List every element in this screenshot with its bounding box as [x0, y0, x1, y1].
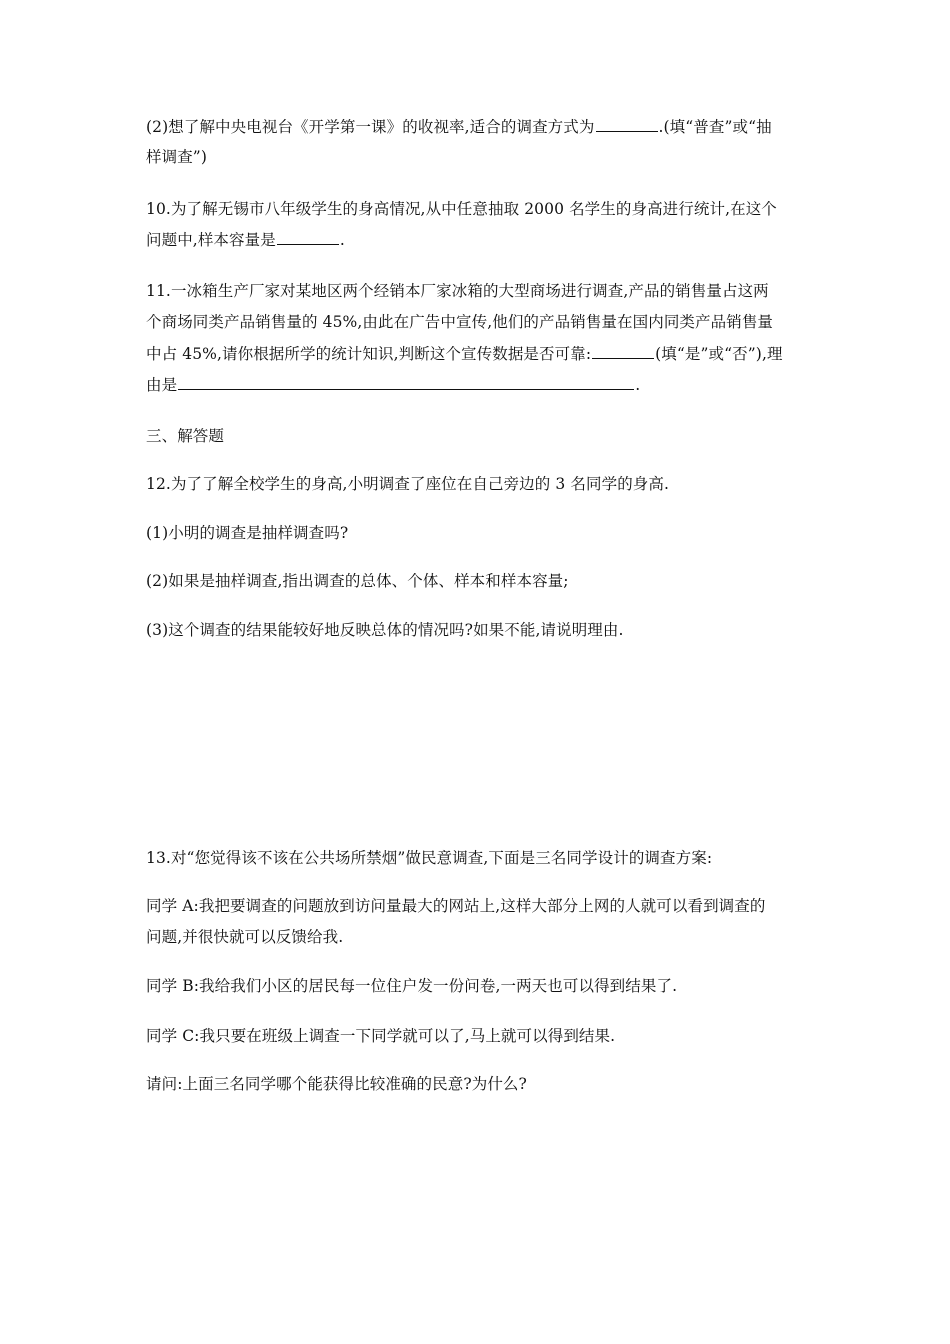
q12-part2: [146, 570, 810, 592]
q11-line1: [146, 280, 810, 302]
q12-part1-text: (1)小明的调查是抽样调查吗?: [146, 524, 349, 542]
q13-option-b: [146, 975, 810, 997]
q11-text-pre: 中占 45%,请你根据所学的统计知识,判断这个宣传数据是否可靠:: [146, 345, 592, 363]
q10-line1: [146, 198, 810, 220]
answer-blank[interactable]: [592, 343, 654, 359]
q12-part3: [146, 619, 810, 641]
q13-option-b-text: 同学 B:我给我们小区的居民每一位住户发一份问卷,一两天也可以得到结果了.: [146, 977, 678, 995]
q11-text: 个商场同类产品销售量的 45%,由此在广告中宣传,他们的产品销售量在国内同类产品销售量: [146, 313, 774, 331]
q13-option-a-text: 同学 A:我把要调查的问题放到访问量最大的网站上,这样大部分上网的人就可以看到调查的: [146, 897, 766, 915]
q13-option-a-line1: [146, 895, 810, 917]
q13-option-c-text: 同学 C:我只要在班级上调查一下同学就可以了,马上就可以得到结果.: [146, 1027, 616, 1045]
q11-text-post: .: [635, 376, 641, 394]
q10-text-pre: 问题中,样本容量是: [146, 231, 276, 249]
q9-part2-text-post: .(填“普查”或“抽: [658, 118, 772, 136]
q9-part2-line2: [146, 146, 810, 168]
q13-option-a-line2: [146, 926, 810, 948]
q12-part1: [146, 522, 810, 544]
q13-question: [146, 1073, 810, 1095]
answer-blank[interactable]: [596, 116, 658, 132]
q10-line2: [146, 229, 810, 251]
q9-part2-text-cont: 样调查”): [146, 148, 207, 166]
q13-option-a-text: 问题,并很快就可以反馈给我.: [146, 928, 344, 946]
q12-part3-text: (3)这个调查的结果能较好地反映总体的情况吗?如果不能,请说明理由.: [146, 621, 624, 639]
q9-part2-line1: [146, 116, 810, 138]
section-heading-text: 三、解答题: [146, 427, 225, 445]
q12-stem: [146, 473, 810, 495]
q11-line3: [146, 343, 810, 365]
q13-question-text: 请问:上面三名同学哪个能获得比较准确的民意?为什么?: [146, 1075, 527, 1093]
q13-stem-text: 13.对“您觉得该不该在公共场所禁烟”做民意调查,下面是三名同学设计的调查方案:: [146, 849, 713, 867]
section-heading: [146, 425, 810, 447]
q13-option-c: [146, 1025, 810, 1047]
q12-part2-text: (2)如果是抽样调查,指出调查的总体、个体、样本和样本容量;: [146, 572, 569, 590]
q13-stem: [146, 847, 810, 869]
q12-stem-text: 12.为了了解全校学生的身高,小明调查了座位在自己旁边的 3 名同学的身高.: [146, 475, 670, 493]
q10-text: 10.为了解无锡市八年级学生的身高情况,从中任意抽取 2000 名学生的身高进行统计,在这个: [146, 200, 777, 218]
q9-part2-text-pre: (2)想了解中央电视台《开学第一课》的收视率,适合的调查方式为: [146, 118, 595, 136]
q11-line4: [146, 374, 810, 396]
answer-blank[interactable]: [277, 229, 339, 245]
answer-blank-long[interactable]: [178, 374, 634, 390]
q11-text-post: (填“是”或“否”),理: [655, 345, 783, 363]
q10-text-post: .: [339, 231, 345, 249]
q11-line2: [146, 311, 810, 333]
q11-text: 11.一冰箱生产厂家对某地区两个经销本厂家冰箱的大型商场进行调查,产品的销售量占这两: [146, 282, 769, 300]
q11-text-pre: 由是: [146, 376, 178, 394]
